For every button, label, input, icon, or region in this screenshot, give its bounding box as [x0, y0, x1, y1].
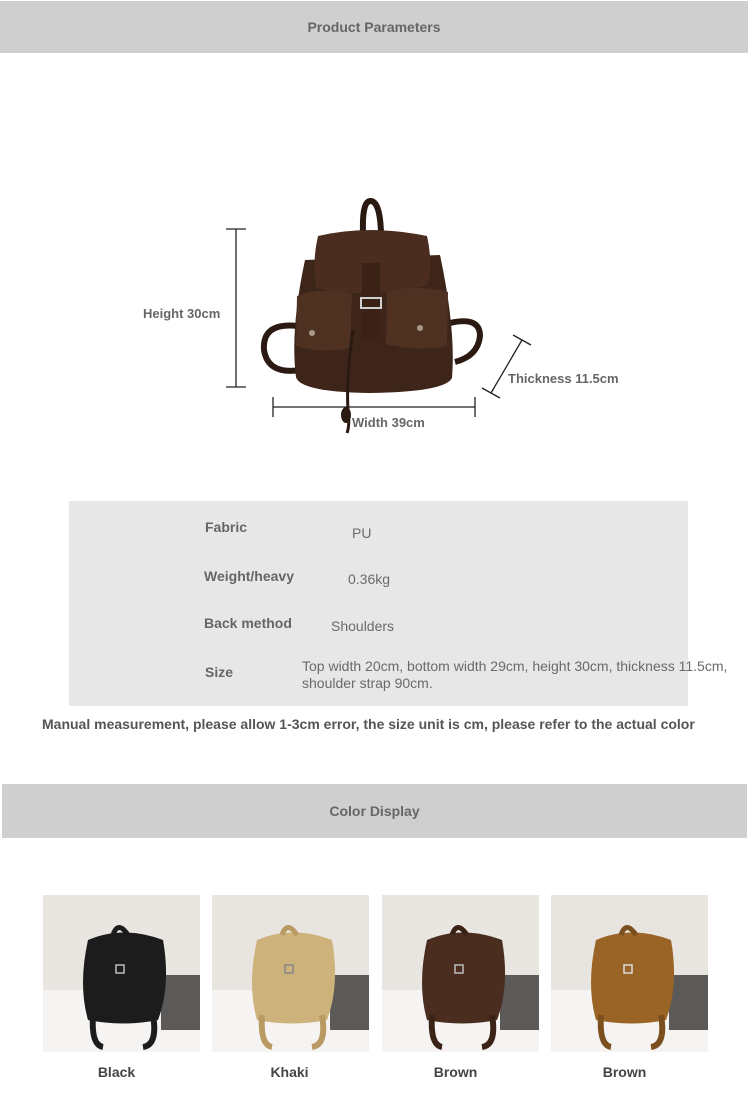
color-swatch-brown[interactable] [382, 895, 539, 1052]
khaki-backpack-photo [212, 895, 369, 1052]
param-value-size: Top width 20cm, bottom width 29cm, height 30cm, thickness 11.5cm, shoulder strap 90cm. [302, 658, 728, 691]
param-label-size: Size [205, 664, 234, 680]
color-swatch-tan-brown[interactable] [551, 895, 708, 1052]
backpack-diagram-graphic [0, 0, 750, 470]
param-value-weight: 0.36kg [348, 571, 391, 587]
param-value-back-method: Shoulders [331, 618, 395, 634]
param-label-fabric: Fabric [205, 519, 248, 535]
color-name-khaki: Khaki [270, 1064, 309, 1080]
param-label-weight: Weight/heavy [204, 568, 294, 584]
color-swatch-black[interactable] [43, 895, 200, 1052]
thickness-label: Thickness 11.5cm [508, 371, 619, 386]
param-value-fabric: PU [352, 525, 372, 541]
product-parameters-title: Product Parameters [307, 19, 441, 35]
color-name-black: Black [97, 1064, 136, 1080]
backpack-illustration [264, 201, 480, 433]
color-name-brown-2: Brown [602, 1064, 647, 1080]
brown-backpack-photo [382, 895, 539, 1052]
tan-brown-backpack-photo [551, 895, 708, 1052]
parameters-table [69, 501, 728, 706]
black-backpack-photo [43, 895, 200, 1052]
color-display-title: Color Display [329, 803, 420, 819]
measurement-note: Manual measurement, please allow 1-3cm error, the size unit is cm, please refer to the actual color [42, 716, 695, 732]
param-label-back-method: Back method [204, 615, 292, 631]
width-label: Width 39cm [352, 415, 425, 430]
color-display-banner [2, 784, 747, 838]
color-name-brown: Brown [433, 1064, 478, 1080]
color-swatch-khaki[interactable] [212, 895, 369, 1052]
height-label: Height 30cm [143, 306, 221, 321]
